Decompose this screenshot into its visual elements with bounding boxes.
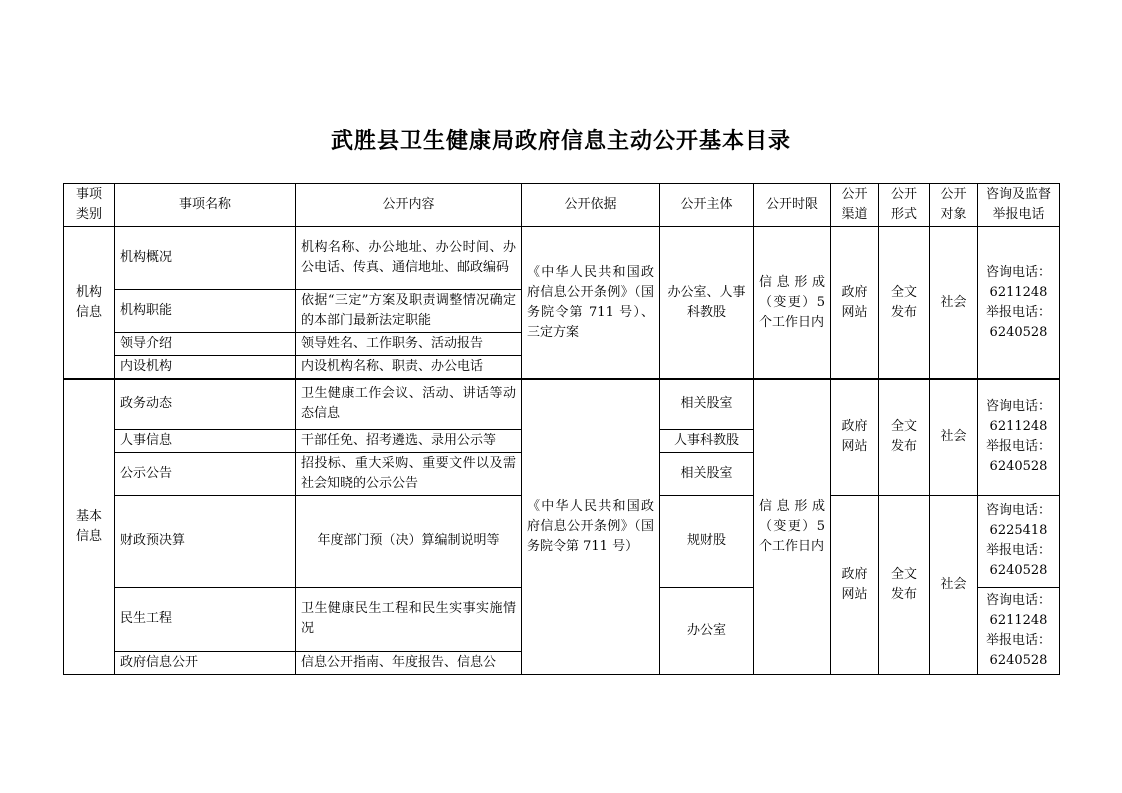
item-name: 内设机构 xyxy=(115,356,296,380)
group2-lower-contact-a: 咨询电话： 6225418 举报电话： 6240528 xyxy=(978,495,1060,587)
group2-basis: 《中华人民共和国政府信息公开条例》（国务院令第 711 号） xyxy=(522,379,660,674)
header-subject: 公开主体 xyxy=(660,184,754,227)
item-name: 机构职能 xyxy=(115,290,296,333)
item-content: 依据“三定”方案及职责调整情况确定的本部门最新法定职能 xyxy=(296,290,522,333)
item-subject: 规财股 xyxy=(660,495,754,587)
header-content: 公开内容 xyxy=(296,184,522,227)
group2-upper-channel: 政府 网站 xyxy=(831,379,879,495)
item-subject: 相关股室 xyxy=(660,379,754,429)
group2-time-limit: 信息形成（变更）5 个工作日内 xyxy=(754,379,831,674)
item-content: 领导姓名、工作职务、活动报告 xyxy=(296,333,522,356)
group2-category: 基本 信息 xyxy=(64,379,115,674)
item-name: 政务动态 xyxy=(115,379,296,429)
group1-basis: 《中华人民共和国政府信息公开条例》（国务院令第 711 号）、三定方案 xyxy=(522,227,660,380)
item-content: 卫生健康工作会议、活动、讲话等动态信息 xyxy=(296,379,522,429)
group1-time-limit: 信息形成（变更）5 个工作日内 xyxy=(754,227,831,380)
group1-contact: 咨询电话： 6211248 举报电话： 6240528 xyxy=(978,227,1060,380)
item-name: 财政预决算 xyxy=(115,495,296,587)
group1-subject: 办公室、人事 科教股 xyxy=(660,227,754,380)
item-content: 卫生健康民生工程和民生实事实施情况 xyxy=(296,587,522,651)
group2-upper-contact: 咨询电话： 6211248 举报电话： 6240528 xyxy=(978,379,1060,495)
group1-audience: 社会 xyxy=(930,227,978,380)
item-name: 领导介绍 xyxy=(115,333,296,356)
header-contact: 咨询及监督 举报电话 xyxy=(978,184,1060,227)
header-category: 事项 类别 xyxy=(64,184,115,227)
group2-lower-form: 全文 发布 xyxy=(879,495,930,674)
item-subject: 人事科教股 xyxy=(660,429,754,452)
table-row xyxy=(64,227,1060,290)
item-content: 机构名称、办公地址、办公时间、办公电话、传真、通信地址、邮政编码 xyxy=(296,227,522,290)
item-subject: 相关股室 xyxy=(660,452,754,495)
group1-form: 全文 发布 xyxy=(879,227,930,380)
header-basis: 公开依据 xyxy=(522,184,660,227)
header-time-limit: 公开时限 xyxy=(754,184,831,227)
item-content: 招投标、重大采购、重要文件以及需社会知晓的公示公告 xyxy=(296,452,522,495)
item-content: 干部任免、招考遴选、录用公示等 xyxy=(296,429,522,452)
group2-lower-audience: 社会 xyxy=(930,495,978,674)
item-name: 政府信息公开 xyxy=(115,651,296,674)
header-form: 公开 形式 xyxy=(879,184,930,227)
item-content: 年度部门预（决）算编制说明等 xyxy=(296,495,522,587)
item-subject: 办公室 xyxy=(660,587,754,674)
group1-channel: 政府 网站 xyxy=(831,227,879,380)
group1-category: 机构 信息 xyxy=(64,227,115,380)
group2-upper-audience: 社会 xyxy=(930,379,978,495)
group2-upper-form: 全文 发布 xyxy=(879,379,930,495)
item-name: 人事信息 xyxy=(115,429,296,452)
header-audience: 公开 对象 xyxy=(930,184,978,227)
table-row xyxy=(64,379,1060,429)
header-row xyxy=(64,184,1060,227)
catalog-table xyxy=(63,183,1060,675)
group2-lower-channel: 政府 网站 xyxy=(831,495,879,674)
group2-lower-contact-b: 咨询电话： 6211248 举报电话： 6240528 xyxy=(978,587,1060,674)
item-name: 民生工程 xyxy=(115,587,296,651)
header-channel: 公开 渠道 xyxy=(831,184,879,227)
page-title: 武胜县卫生健康局政府信息主动公开基本目录 xyxy=(330,128,791,154)
item-name: 机构概况 xyxy=(115,227,296,290)
item-name: 公示公告 xyxy=(115,452,296,495)
item-content: 内设机构名称、职责、办公电话 xyxy=(296,356,522,380)
item-content: 信息公开指南、年度报告、信息公 xyxy=(296,651,522,674)
header-item-name: 事项名称 xyxy=(115,184,296,227)
